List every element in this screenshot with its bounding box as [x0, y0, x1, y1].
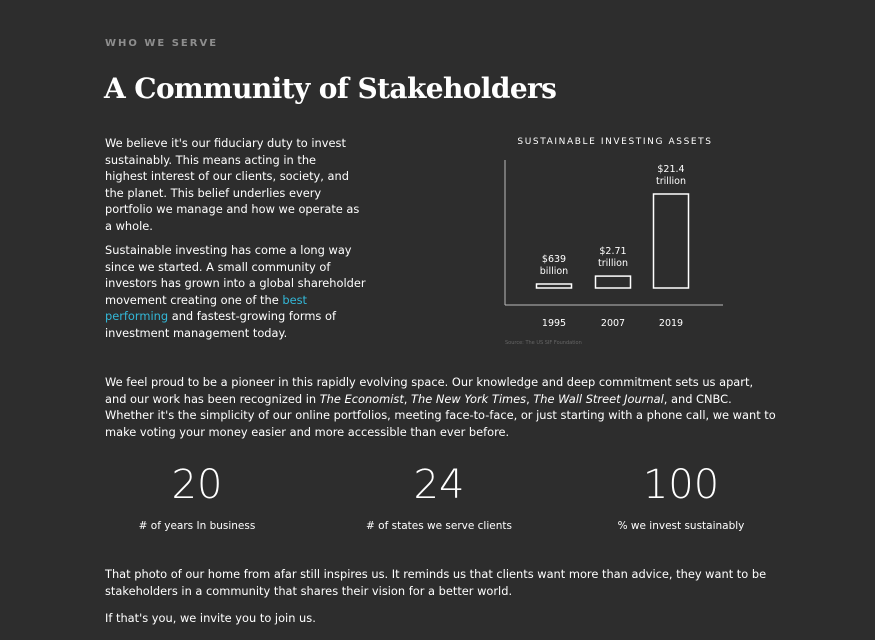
stat-sustainable-value: 100: [642, 462, 720, 508]
intro-paragraph-1: We believe it's our fiduciary duty to invest sustainably. This means acting in the highest interest of our clients, society, and the planet. This belief underlies every portfolio we manage and how we operate as a whole.: [105, 136, 360, 233]
x-tick-1995: 1995: [541, 318, 567, 329]
page-title: A Community of Stakeholders: [104, 72, 557, 105]
chart-source: Source: The US SIF Foundation: [505, 340, 582, 346]
pioneer-paragraph: [105, 374, 777, 440]
data-label-2019-1: trillion: [655, 176, 687, 187]
pioneer-sep-2: ,: [526, 391, 534, 406]
x-tick-2007: 2007: [600, 318, 626, 329]
pioneer-sep-1: ,: [403, 391, 412, 406]
stat-sustainable-label: % we invest sustainably: [617, 520, 745, 532]
chart-title: SUSTAINABLE INVESTING ASSETS: [517, 137, 713, 147]
intro-paragraph-2: [105, 242, 367, 341]
bar-1995: [537, 284, 572, 288]
best-performing-link[interactable]: best performing: [105, 292, 307, 323]
intro-paragraph-2-text-b: and fastest-growing forms of investment management today.: [105, 309, 336, 340]
x-tick-2019: 2019: [658, 318, 684, 329]
publication-nyt: The New York Times: [411, 391, 527, 406]
closing-paragraph-1: That photo of our home from afar still inspires us. It reminds us that clients want more than advice, they want to be stakeholders in a community that shares their vision for a better world.: [105, 567, 767, 598]
data-label-1995-1: billion: [539, 266, 569, 277]
stat-states-value: 24: [413, 462, 465, 508]
bar-2019: [654, 194, 689, 288]
pioneer-text-b: , and CNBC. Whether it's the simplicity of our online portfolios, meeting face-to-face, or just starting with a phone call, we want to make voting your money easier and more accessible than ever before.: [105, 391, 776, 439]
data-label-2019-0: $21.4: [657, 164, 685, 175]
intro-paragraph-2-text-a: Sustainable investing has come a long way since we started. A small community of investors has grown into a global shareholder movement creating one of the: [105, 243, 366, 307]
stat-years: [107, 462, 287, 532]
stat-sustainable: [591, 462, 771, 532]
data-label-2007-0: $2.71: [599, 246, 627, 258]
stat-states: [349, 462, 529, 532]
chart-svg: [495, 130, 735, 355]
stat-years-label: # of years In business: [138, 520, 256, 532]
bar-2007: [596, 276, 631, 288]
publication-wsj: The Wall Street Journal: [533, 391, 664, 406]
publication-economist: The Economist: [319, 391, 404, 406]
data-label-1995-0: $639: [541, 254, 567, 265]
pioneer-text-a: We feel proud to be a pioneer in this rapidly evolving space. Our knowledge and deep commitment sets us apart, and our work has been recognized in: [105, 375, 754, 406]
sustainable-assets-chart: [495, 130, 735, 355]
stat-years-value: 20: [171, 462, 223, 508]
section-eyebrow: WHO WE SERVE: [105, 38, 219, 49]
closing-paragraph-2: If that's you, we invite you to join us.: [105, 611, 316, 625]
stat-states-label: # of states we serve clients: [366, 520, 512, 532]
data-label-2007-1: trillion: [597, 258, 629, 270]
